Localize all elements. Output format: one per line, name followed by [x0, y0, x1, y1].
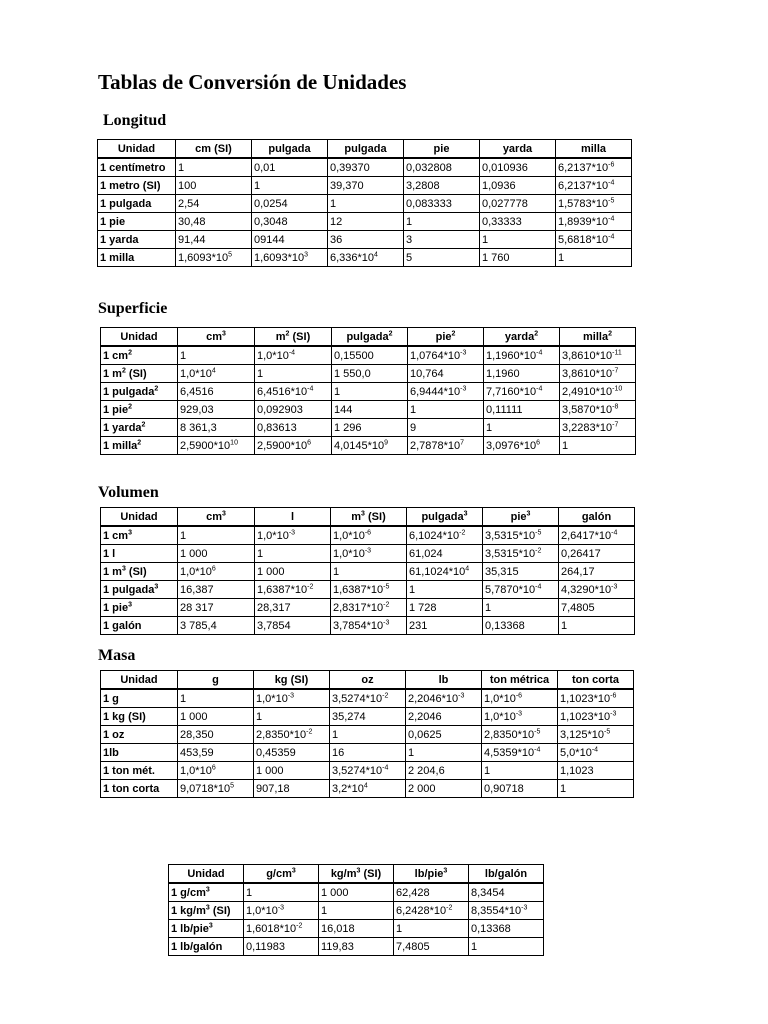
conversion-value: $6,2428*10^{-2}$ [394, 902, 469, 920]
conversion-value: 3,7854 [255, 617, 331, 635]
row-unit-label: 1 $m^3$ (SI) [101, 563, 178, 581]
conversion-value: 1 [252, 177, 328, 195]
conversion-value: 1 [469, 938, 544, 956]
conversion-value: $1,0764*10^{-3}$ [408, 346, 484, 365]
row-unit-label: 1 ton mét. [101, 762, 178, 780]
conversion-value: $1,6387*10^{-5}$ [331, 581, 407, 599]
row-unit-label: 1 pie$^3$ [101, 599, 178, 617]
conversion-value: 28,317 [255, 599, 331, 617]
conversion-value: 1 [330, 726, 406, 744]
conversion-value: 0,33333 [480, 213, 556, 231]
conversion-value: $1,0*10^{-3}$ [331, 545, 407, 563]
conversion-value: 231 [407, 617, 483, 635]
conversion-value: 1 000 [178, 545, 255, 563]
conversion-value: $3,8610*10^{-11}$ [560, 346, 636, 365]
conversion-table-densidad [168, 864, 544, 956]
table-row [101, 780, 634, 798]
conversion-value: 1 [404, 213, 480, 231]
conversion-value: 10,764 [408, 365, 484, 383]
table-row [101, 581, 635, 599]
conversion-value: 5 [404, 249, 480, 267]
conversion-value: 91,44 [176, 231, 252, 249]
row-unit-label: 1lb [101, 744, 178, 762]
table-row [169, 902, 544, 920]
conversion-value: $2,5900*10^{10}$ [178, 437, 255, 455]
row-unit-label: 1 $g/cm^3$ [169, 883, 244, 902]
table-row [101, 437, 636, 455]
conversion-value: $1,6093*10^3$ [252, 249, 328, 267]
conversion-value: 1 [178, 689, 254, 708]
conversion-value: 6,4516 [178, 383, 255, 401]
conversion-value: 1 550,0 [332, 365, 408, 383]
conversion-value: 1 [484, 419, 560, 437]
row-unit-label: 1 milla [98, 249, 176, 267]
column-header: ton corta [558, 671, 634, 690]
conversion-value: $6,2137*10^{-4}$ [556, 177, 632, 195]
conversion-value: 28 317 [178, 599, 255, 617]
conversion-value: 0,010936 [480, 158, 556, 177]
row-unit-label: 1 oz [101, 726, 178, 744]
conversion-value: $1,0*10^{-4}$ [255, 346, 332, 365]
conversion-value: 0,027778 [480, 195, 556, 213]
table-header-row [101, 508, 635, 527]
conversion-value: $1,1960*10^{-4}$ [484, 346, 560, 365]
table-row [169, 938, 544, 956]
conversion-value: $2,8317*10^{-2}$ [331, 599, 407, 617]
conversion-value: 0,45359 [254, 744, 330, 762]
conversion-value: 929,03 [178, 401, 255, 419]
conversion-value: 1 [558, 780, 634, 798]
conversion-value: 119,83 [319, 938, 394, 956]
conversion-value: 0,26417 [559, 545, 635, 563]
table-row [101, 563, 635, 581]
conversion-value: 0,90718 [482, 780, 558, 798]
conversion-value: 1 728 [407, 599, 483, 617]
row-unit-label: 1 milla$^2$ [101, 437, 178, 455]
table-row [101, 762, 634, 780]
column-header: $kg/m^3$ (SI) [319, 865, 394, 884]
conversion-value: 1 [480, 231, 556, 249]
row-unit-label: 1 l [101, 545, 178, 563]
row-unit-label: 1 pie$^2$ [101, 401, 178, 419]
conversion-value: 0,0625 [406, 726, 482, 744]
conversion-value: 0,11111 [484, 401, 560, 419]
column-header: yarda [480, 140, 556, 159]
conversion-value: $7,7160*10^{-4}$ [484, 383, 560, 401]
conversion-value: $1,1023*10^{-6}$ [558, 689, 634, 708]
column-header: Unidad [101, 508, 178, 527]
conversion-value: $1,0*10^{-6}$ [482, 689, 558, 708]
row-unit-label: 1 pulgada$^2$ [101, 383, 178, 401]
conversion-value: $1,0*10^4$ [178, 365, 255, 383]
conversion-value: $9,0718*10^5$ [178, 780, 254, 798]
conversion-value: 7,4805 [394, 938, 469, 956]
column-header: Unidad [101, 671, 178, 690]
column-header: cm (SI) [176, 140, 252, 159]
table-row [101, 599, 635, 617]
column-header: pulgada$^2$ [332, 328, 408, 347]
conversion-value: 0,083333 [404, 195, 480, 213]
column-header: lb/pie$^3$ [394, 865, 469, 884]
conversion-value: $6,2137*10^{-6}$ [556, 158, 632, 177]
section-title-masa: Masa [98, 647, 136, 664]
conversion-value: 1,1023 [558, 762, 634, 780]
table-row [101, 617, 635, 635]
conversion-value: 2 000 [406, 780, 482, 798]
conversion-value: 0,032808 [404, 158, 480, 177]
conversion-value: 12 [328, 213, 404, 231]
conversion-value: 1 [178, 526, 255, 545]
conversion-value: $4,3290*10^{-3}$ [559, 581, 635, 599]
conversion-value: $1,0*10^{-3}$ [482, 708, 558, 726]
conversion-value: 1 [328, 195, 404, 213]
conversion-value: 9 [408, 419, 484, 437]
conversion-value: 0,15500 [332, 346, 408, 365]
column-header: pulgada$^3$ [407, 508, 483, 527]
conversion-value: 1 [408, 401, 484, 419]
conversion-value: $3,5274*10^{-4}$ [330, 762, 406, 780]
conversion-value: 0,39370 [328, 158, 404, 177]
table-header-row [98, 140, 632, 159]
conversion-value: $5,7870*10^{-4}$ [483, 581, 559, 599]
conversion-value: 39,370 [328, 177, 404, 195]
page-title: Tablas de Conversión de Unidades [98, 70, 407, 94]
table-row [98, 158, 632, 177]
conversion-value: 1 [406, 744, 482, 762]
conversion-value: 1,0936 [480, 177, 556, 195]
conversion-value: 35,315 [483, 563, 559, 581]
table-row [169, 920, 544, 938]
table-row [98, 177, 632, 195]
column-header: $m^2$ (SI) [255, 328, 332, 347]
conversion-value: 1 [482, 762, 558, 780]
conversion-value: $1,6093*10^5$ [176, 249, 252, 267]
conversion-value: 1 760 [480, 249, 556, 267]
row-unit-label: 1 $m^2$ (SI) [101, 365, 178, 383]
conversion-value: 0,83613 [255, 419, 332, 437]
conversion-value: 1 [483, 599, 559, 617]
conversion-value: $1,0*10^{-3}$ [255, 526, 331, 545]
column-header: g [178, 671, 254, 690]
conversion-value: 1 [394, 920, 469, 938]
column-header: lb [406, 671, 482, 690]
column-header: pie$^2$ [408, 328, 484, 347]
conversion-value: $2,8350*10^{-5}$ [482, 726, 558, 744]
conversion-value: $6,1024*10^{-2}$ [407, 526, 483, 545]
conversion-value: $8,3554*10^{-3}$ [469, 902, 544, 920]
table-row [101, 419, 636, 437]
conversion-value: $3,5315*10^{-5}$ [483, 526, 559, 545]
row-unit-label: 1 ton corta [101, 780, 178, 798]
conversion-value: $5,0*10^{-4}$ [558, 744, 634, 762]
conversion-value: 1 [319, 902, 394, 920]
table-row [98, 231, 632, 249]
table-row [101, 346, 636, 365]
conversion-value: 7,4805 [559, 599, 635, 617]
column-header: $cm^3$ [178, 508, 255, 527]
column-header: $cm^3$ [178, 328, 255, 347]
conversion-value: $3,7854*10^{-3}$ [331, 617, 407, 635]
row-unit-label: 1 $kg/m^3$ (SI) [169, 902, 244, 920]
conversion-value: $1,0*10^{-3}$ [254, 689, 330, 708]
conversion-value: 16,387 [178, 581, 255, 599]
conversion-value: $3,8610*10^{-7}$ [560, 365, 636, 383]
conversion-value: 1 [255, 365, 332, 383]
table-header-row [101, 671, 634, 690]
conversion-value: 264,17 [559, 563, 635, 581]
column-header: l [255, 508, 331, 527]
conversion-value: 1 000 [319, 883, 394, 902]
conversion-value: $1,5783*10^{-5}$ [556, 195, 632, 213]
conversion-value: 1 [560, 437, 636, 455]
conversion-value: 453,59 [178, 744, 254, 762]
conversion-value: 3 785,4 [178, 617, 255, 635]
conversion-value: $3,2*10^4$ [330, 780, 406, 798]
row-unit-label: 1 centímetro [98, 158, 176, 177]
row-unit-label: 1 yarda [98, 231, 176, 249]
conversion-value: 1 [331, 563, 407, 581]
table-row [101, 526, 635, 545]
conversion-value: $2,5900*10^6$ [255, 437, 332, 455]
conversion-value: 3,2808 [404, 177, 480, 195]
column-header: milla [556, 140, 632, 159]
table-row [101, 401, 636, 419]
column-header: Unidad [169, 865, 244, 884]
table-row [98, 195, 632, 213]
conversion-value: 35,274 [330, 708, 406, 726]
column-header: pulgada [328, 140, 404, 159]
table-row [101, 726, 634, 744]
conversion-value: $3,0976*10^6$ [484, 437, 560, 455]
conversion-value: 1 [254, 708, 330, 726]
conversion-value: 1 [556, 249, 632, 267]
conversion-value: 1,1960 [484, 365, 560, 383]
conversion-value: 1 [255, 545, 331, 563]
conversion-value: 1 [244, 883, 319, 902]
conversion-value: $3,5870*10^{-8}$ [560, 401, 636, 419]
conversion-value: 28,350 [178, 726, 254, 744]
table-row [101, 689, 634, 708]
conversion-value: $1,6018*10^{-2}$ [244, 920, 319, 938]
conversion-value: 61,024 [407, 545, 483, 563]
conversion-value: $2,8350*10^{-2}$ [254, 726, 330, 744]
conversion-value: 2,2046 [406, 708, 482, 726]
conversion-value: 16 [330, 744, 406, 762]
conversion-value: $1,1023*10^{-3}$ [558, 708, 634, 726]
section-title-longitud: Longitud [103, 112, 167, 129]
conversion-value: 8,3454 [469, 883, 544, 902]
conversion-value: 1 000 [255, 563, 331, 581]
conversion-value: 0,3048 [252, 213, 328, 231]
conversion-value: $3,5315*10^{-2}$ [483, 545, 559, 563]
conversion-value: $61,1024*10^4$ [407, 563, 483, 581]
conversion-value: 0,0254 [252, 195, 328, 213]
column-header: Unidad [98, 140, 176, 159]
conversion-value: 1 000 [254, 762, 330, 780]
column-header: galón [559, 508, 635, 527]
column-header: oz [330, 671, 406, 690]
column-header: $m^3$ (SI) [331, 508, 407, 527]
conversion-value: 1 [176, 158, 252, 177]
conversion-value: 3 [404, 231, 480, 249]
conversion-table-superficie [100, 327, 636, 455]
conversion-value: 62,428 [394, 883, 469, 902]
conversion-value: $2,6417*10^{-4}$ [559, 526, 635, 545]
column-header: pie$^3$ [483, 508, 559, 527]
table-row [101, 365, 636, 383]
conversion-value: 1 296 [332, 419, 408, 437]
table-header-row [101, 328, 636, 347]
column-header: pie [404, 140, 480, 159]
row-unit-label: 1 lb/pie$^3$ [169, 920, 244, 938]
row-unit-label: 1 pie [98, 213, 176, 231]
conversion-value: 144 [332, 401, 408, 419]
conversion-value: $2,2046*10^{-3}$ [406, 689, 482, 708]
column-header: lb/galón [469, 865, 544, 884]
conversion-value: $6,9444*10^{-3}$ [408, 383, 484, 401]
conversion-value: 1 000 [178, 708, 254, 726]
row-unit-label: 1 kg (SI) [101, 708, 178, 726]
conversion-value: $1,0*10^{-6}$ [331, 526, 407, 545]
conversion-value: 907,18 [254, 780, 330, 798]
conversion-value: $1,8939*10^{-4}$ [556, 213, 632, 231]
conversion-value: $3,125*10^{-5}$ [558, 726, 634, 744]
conversion-value: $4,0145*10^9$ [332, 437, 408, 455]
conversion-value: 8 361,3 [178, 419, 255, 437]
conversion-value: $3,5274*10^{-2}$ [330, 689, 406, 708]
table-header-row [169, 865, 544, 884]
conversion-value: 1 [559, 617, 635, 635]
table-row [101, 708, 634, 726]
conversion-value: 30,48 [176, 213, 252, 231]
conversion-table-volumen [100, 507, 635, 635]
conversion-value: 0,13368 [483, 617, 559, 635]
conversion-value: $6,336*10^4$ [328, 249, 404, 267]
row-unit-label: 1 lb/galón [169, 938, 244, 956]
conversion-value: 0,01 [252, 158, 328, 177]
table-row [98, 249, 632, 267]
conversion-value: $1,6387*10^{-2}$ [255, 581, 331, 599]
table-row [101, 744, 634, 762]
conversion-value: 1 [178, 346, 255, 365]
column-header: yarda$^2$ [484, 328, 560, 347]
conversion-value: $1,0*10^6$ [178, 563, 255, 581]
section-title-volumen: Volumen [98, 484, 159, 501]
column-header: pulgada [252, 140, 328, 159]
row-unit-label: 1 pulgada$^3$ [101, 581, 178, 599]
row-unit-label: 1 galón [101, 617, 178, 635]
conversion-value: $2,4910*10^{-10}$ [560, 383, 636, 401]
row-unit-label: 1 $cm^3$ [101, 526, 178, 545]
row-unit-label: 1 yarda$^2$ [101, 419, 178, 437]
conversion-value: 36 [328, 231, 404, 249]
table-row [169, 883, 544, 902]
conversion-value: $6,4516*10^{-4}$ [255, 383, 332, 401]
conversion-value: 100 [176, 177, 252, 195]
conversion-value: $1,0*10^{-3}$ [244, 902, 319, 920]
table-row [98, 213, 632, 231]
conversion-value: $4,5359*10^{-4}$ [482, 744, 558, 762]
table-row [101, 545, 635, 563]
column-header: Unidad [101, 328, 178, 347]
conversion-value: 09144 [252, 231, 328, 249]
conversion-value: 1 [407, 581, 483, 599]
conversion-value: 2 204,6 [406, 762, 482, 780]
column-header: kg (SI) [254, 671, 330, 690]
conversion-value: $1,0*10^6$ [178, 762, 254, 780]
conversion-value: 0,11983 [244, 938, 319, 956]
conversion-value: $3,2283*10^{-7}$ [560, 419, 636, 437]
conversion-value: $2,7878*10^7$ [408, 437, 484, 455]
row-unit-label: 1 g [101, 689, 178, 708]
conversion-value: 0,13368 [469, 920, 544, 938]
conversion-value: 0,092903 [255, 401, 332, 419]
column-header: ton métrica [482, 671, 558, 690]
table-row [101, 383, 636, 401]
row-unit-label: 1 metro (SI) [98, 177, 176, 195]
conversion-table-longitud [97, 139, 632, 267]
conversion-value: 2,54 [176, 195, 252, 213]
row-unit-label: 1 $cm^2$ [101, 346, 178, 365]
conversion-value: 1 [332, 383, 408, 401]
column-header: $g/cm^3$ [244, 865, 319, 884]
section-title-superficie: Superficie [98, 300, 168, 317]
conversion-table-masa [100, 670, 634, 798]
row-unit-label: 1 pulgada [98, 195, 176, 213]
column-header: milla$^2$ [560, 328, 636, 347]
conversion-value: 16,018 [319, 920, 394, 938]
conversion-value: $5,6818*10^{-4}$ [556, 231, 632, 249]
